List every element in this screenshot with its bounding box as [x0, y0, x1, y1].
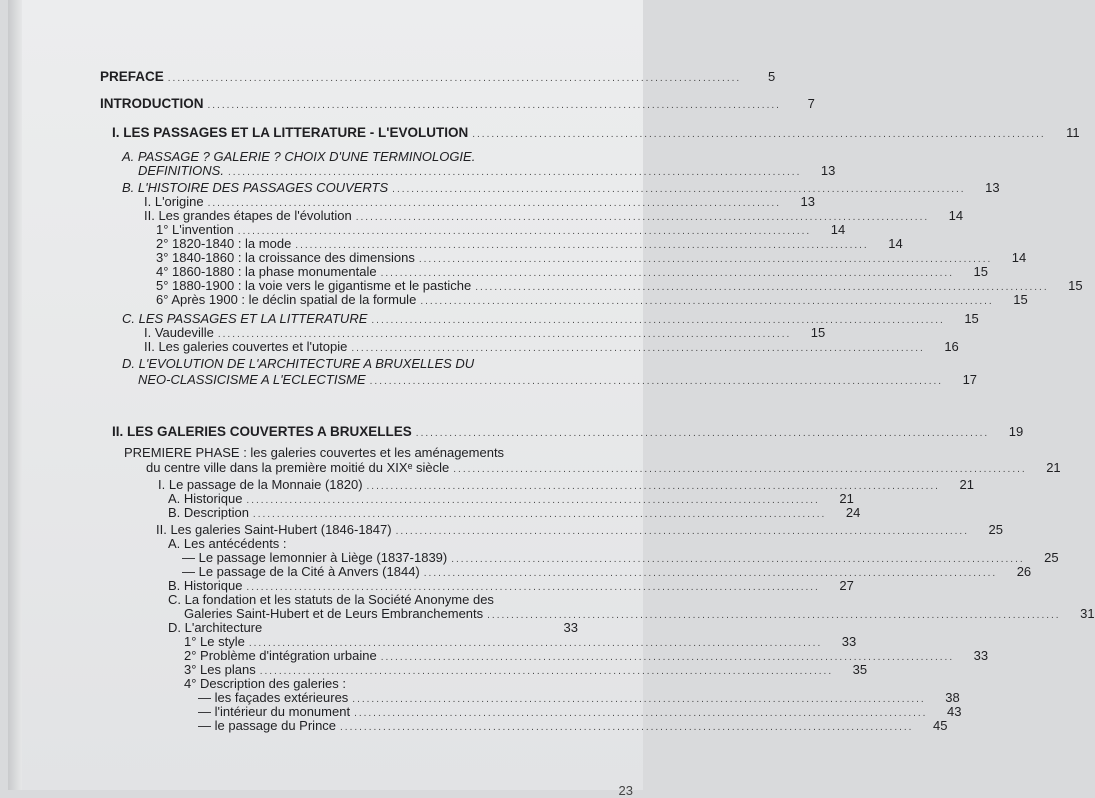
toc-entry	[184, 677, 578, 691]
toc-entry-label: INTRODUCTION	[100, 96, 204, 111]
toc-page-number: 35	[852, 662, 868, 677]
toc-page-number: 15	[964, 311, 979, 326]
toc-leader-dots: ........................................................................................................................	[295, 240, 869, 251]
toc-leader-dots: ........................................................................................................................	[259, 666, 834, 677]
toc-leader-dots: ........................................................................................................................	[420, 296, 994, 307]
toc-leader-dots: ........................................................................................................................	[366, 481, 940, 492]
toc-leader-dots: ........................................................................................................................	[252, 509, 827, 520]
toc-leader-dots: ........................................................................................................................	[352, 694, 926, 705]
toc-entry-label: — Le passage de la Cité à Anvers (1844)	[182, 564, 420, 579]
toc-page-number: 43	[947, 704, 962, 719]
toc-leader-dots: ........................................................................................................................	[487, 610, 1061, 621]
toc-entry-label: 1° Le style	[184, 634, 245, 649]
toc-leader-dots: ........................................................................................................................	[451, 554, 1025, 565]
toc-entry	[146, 460, 1061, 477]
toc-entry-label: I. L'origine	[144, 194, 204, 209]
toc-leader-dots: ........................................................................................................................	[418, 254, 993, 265]
toc-page-number: 13	[985, 180, 1000, 195]
toc-leader-dots: ........................................................................................................................	[246, 582, 820, 593]
toc-entry	[168, 537, 578, 551]
toc-page-number: 15	[1068, 278, 1083, 293]
toc-leader-dots: ........................................................................................................................	[207, 198, 781, 209]
toc-entry-label: C. La fondation et les statuts de la Société Anonyme des	[168, 592, 494, 607]
toc-entry	[168, 621, 578, 635]
toc-entry	[156, 292, 1028, 309]
toc-entry	[144, 339, 959, 356]
toc-page-number: 7	[807, 96, 815, 111]
toc-leader-dots: ........................................................................................................................	[472, 129, 1046, 140]
toc-entry	[100, 69, 776, 86]
toc-entry-label: 1° L'invention	[156, 222, 234, 237]
toc-entry-label: C. LES PASSAGES ET LA LITTERATURE	[122, 311, 368, 326]
toc-page-number: 13	[820, 163, 836, 178]
toc-entry-label: Galeries Saint-Hubert et de Leurs Embranchements	[184, 606, 484, 621]
toc-leader-dots: ........................................................................................................................	[248, 638, 823, 649]
toc-leader-dots: ........................................................................................................................	[380, 652, 955, 663]
toc-page-number: 25	[1044, 550, 1059, 565]
toc-page-number: 19	[1008, 424, 1024, 439]
toc-entry	[168, 593, 578, 607]
page-corner-number: 23	[618, 783, 633, 798]
toc-page-number: 14	[830, 222, 846, 237]
toc-entry-label: — les façades extérieures	[198, 690, 349, 705]
toc-entry-label: B. L'HISTOIRE DES PASSAGES COUVERTS	[122, 180, 389, 195]
toc-entry-label: B. Historique	[168, 578, 243, 593]
toc-leader-dots: ........................................................................................................................	[453, 464, 1027, 475]
toc-entry	[112, 424, 1024, 441]
toc-leader-dots: ........................................................................................................................	[371, 315, 945, 326]
toc-entry-label: II. Les grandes étapes de l'évolution	[144, 208, 352, 223]
toc-page-number: 33	[973, 648, 989, 663]
toc-entry-label: 3° Les plans	[184, 662, 256, 677]
page-edge-shadow	[8, 0, 22, 790]
toc-page-number: 14	[1011, 250, 1027, 265]
toc-entry-label: B. Description	[168, 505, 249, 520]
toc-entry-label: II. Les galeries couvertes et l'utopie	[144, 339, 348, 354]
toc-page-number: 24	[845, 505, 861, 520]
toc-leader-dots: ........................................................................................................................	[167, 73, 742, 84]
toc-page-number: 14	[948, 208, 964, 223]
toc-leader-dots: ........................................................................................................................	[395, 526, 969, 537]
toc-page-number: 21	[959, 477, 974, 492]
toc-entry-label: — Le passage lemonnier à Liège (1837-1839)	[182, 550, 448, 565]
toc-leader-dots: ........................................................................................................................	[355, 212, 930, 223]
toc-entry	[198, 718, 948, 735]
toc-entry	[138, 372, 978, 389]
toc-page-number: 33	[841, 634, 857, 649]
toc-page-number: 21	[839, 491, 854, 506]
toc-page-number: 14	[888, 236, 903, 251]
toc-leader-dots: ........................................................................................................................	[227, 167, 802, 178]
toc-entry-label: A. Historique	[168, 491, 243, 506]
toc-leader-dots: ........................................................................................................................	[351, 343, 925, 354]
toc-leader-dots: ........................................................................................................................	[246, 495, 820, 506]
toc-page-number: 16	[944, 339, 959, 354]
toc-entry-label: D. L'EVOLUTION DE L'ARCHITECTURE A BRUXELLES DU	[122, 356, 475, 371]
toc-entry-label: — l'intérieur du monument	[198, 704, 351, 719]
toc-page-number: 15	[1013, 292, 1028, 307]
toc-leader-dots: ........................................................................................................................	[207, 100, 781, 111]
document-page	[8, 0, 1095, 798]
toc-entry-label: I. Le passage de la Monnaie (1820)	[158, 477, 363, 492]
toc-entry-label: II. LES GALERIES COUVERTES A BRUXELLES	[112, 424, 412, 439]
toc-entry-label: I. Vaudeville	[144, 325, 214, 340]
toc-page-number: 26	[1016, 564, 1032, 579]
toc-entry-label: A. PASSAGE ? GALERIE ? CHOIX D'UNE TERMINOLOGIE.	[122, 149, 476, 164]
toc-entry-label: NEO-CLASSICISME A L'ECLECTISME	[138, 372, 366, 387]
toc-entry-label: A. Les antécédents :	[168, 536, 287, 551]
toc-entry-label: 4° 1860-1880 : la phase monumentale	[156, 264, 377, 279]
toc-entry-label: I. LES PASSAGES ET LA LITTERATURE - L'EVOLUTION	[112, 125, 469, 140]
toc-leader-dots: ........................................................................................................................	[475, 282, 1049, 293]
toc-entry-label: DEFINITIONS.	[138, 163, 224, 178]
toc-entry	[138, 163, 836, 180]
toc-page-number: 13	[800, 194, 815, 209]
toc-entry-label: PREMIERE PHASE : les galeries couvertes et les aménagements	[124, 445, 505, 460]
toc-entry	[168, 505, 861, 522]
toc-leader-dots: ........................................................................................................................	[217, 329, 792, 340]
toc-page-number: 5	[767, 69, 776, 84]
toc-leader-dots: ........................................................................................................................	[237, 226, 812, 237]
toc-leader-dots: ........................................................................................................................	[392, 184, 966, 195]
toc-entry	[112, 125, 1080, 142]
toc-leader-dots: ........................................................................................................................	[415, 428, 990, 439]
toc-page-number: 38	[945, 690, 960, 705]
toc-leader-dots: ........................................................................................................................	[340, 722, 914, 733]
toc-page-number: 21	[1046, 460, 1061, 475]
toc-page-number: 45	[932, 718, 948, 733]
toc-page-number: 17	[962, 372, 978, 387]
toc-entry-label: 5° 1880-1900 : la voie vers le gigantisme et le pastiche	[156, 278, 472, 293]
toc-entry	[122, 357, 578, 371]
toc-entry	[122, 150, 578, 164]
toc-page-number: 27	[839, 578, 854, 593]
toc-entry-label: 2° 1820-1840 : la mode	[156, 236, 292, 251]
toc-entry-label: 3° 1840-1860 : la croissance des dimensions	[156, 250, 415, 265]
toc-entry-label: II. Les galeries Saint-Hubert (1846-1847)	[156, 522, 392, 537]
toc-page-number: 25	[988, 522, 1003, 537]
toc-entry-label: 6° Après 1900 : le déclin spatial de la formule	[156, 292, 417, 307]
toc-entry	[100, 96, 815, 113]
toc-page-number: 15	[973, 264, 988, 279]
toc-entry-label: 2° Problème d'intégration urbaine	[184, 648, 377, 663]
toc-page-number: 33	[563, 620, 578, 635]
toc-entry-label: 4° Description des galeries :	[184, 676, 346, 691]
toc-entry-label: D. L'architecture	[168, 620, 263, 635]
toc-entry	[124, 446, 578, 460]
toc-leader-dots: ........................................................................................................................	[423, 568, 998, 579]
toc-page-number: 15	[810, 325, 826, 340]
toc-entry-label: PREFACE	[100, 69, 164, 84]
toc-leader-dots: ........................................................................................................................	[369, 376, 944, 387]
toc-leader-dots: ........................................................................................................................	[354, 708, 928, 719]
toc-page-number: 11	[1066, 125, 1080, 140]
toc-entry-label: — le passage du Prince	[198, 718, 337, 733]
toc-page-number: 31	[1080, 606, 1095, 621]
toc-entry-label: du centre ville dans la première moitié du XIXᵉ siècle	[146, 460, 450, 475]
toc-leader-dots: ........................................................................................................................	[380, 268, 954, 279]
